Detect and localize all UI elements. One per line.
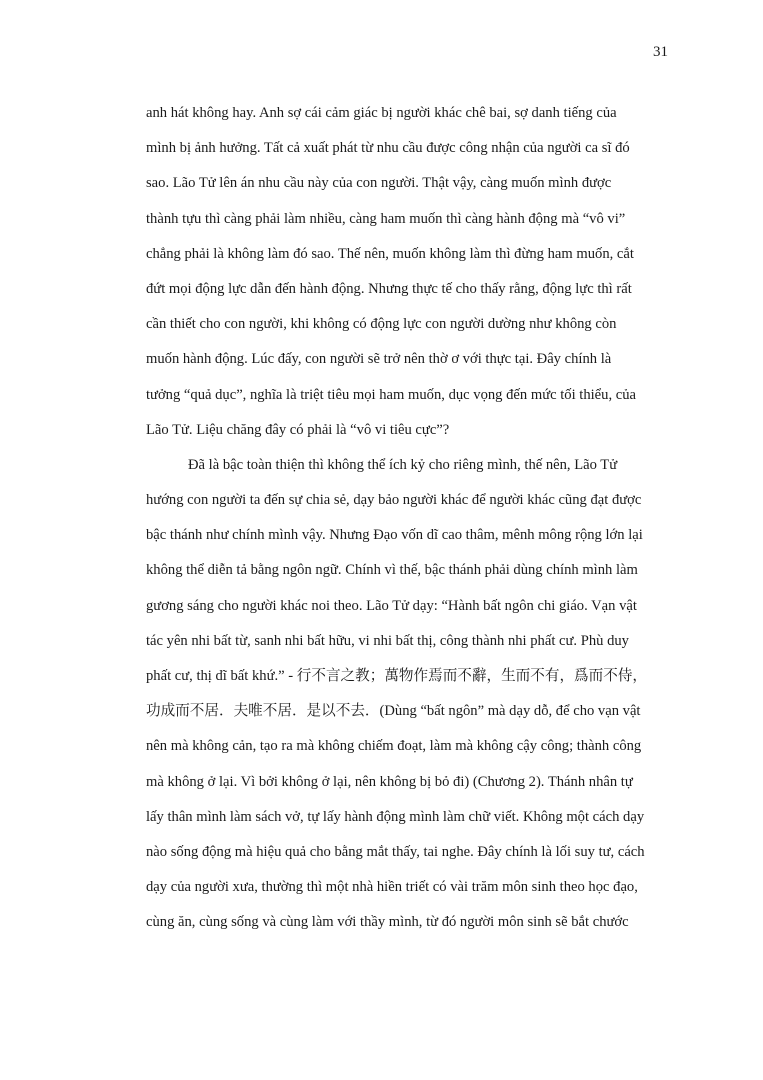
text-line: phất cư, thị dĩ bất khứ.” - 行不言之教；萬物作焉而不辭，生而不有，爲而不侍， [146,668,648,684]
text-line: mình bị ảnh hưởng. Tất cả xuất phát từ nhu cầu được công nhận của người ca sĩ đó [146,140,630,157]
text-line: tưởng “quả dục”, nghĩa là triệt tiêu mọi ham muốn, dục vọng đến mức tối thiểu, của [146,386,637,403]
text-line: mà không ở lại. Vì bởi không ở lại, nên không bị bỏ đi) (Chương 2). Thánh nhân tự [146,773,633,790]
text-line: dạy của người xưa, thường thì một nhà hiền triết có vài trăm môn sinh theo học đạo, [146,879,638,896]
text-line: Đã là bậc toàn thiện thì không thể ích kỷ cho riêng mình, thế nên, Lão Tử [188,456,618,473]
text-line: tác yên nhi bất từ, sanh nhi bất hữu, vi nhi bất thị, công thành nhi phất cư. Phù duy [146,632,629,649]
body-text [146,96,676,941]
paragraph-2 [146,448,676,941]
text-line: hướng con người ta đến sự chia sẻ, dạy bảo người khác để người khác cũng đạt được [146,492,642,509]
text-line: Lão Tử. Liệu chăng đây có phải là “vô vi tiêu cực”? [146,421,450,438]
text-line: nên mà không cản, tạo ra mà không chiếm đoạt, làm mà không cậy công; thành công [146,738,642,755]
text-line: muốn hành động. Lúc đấy, con người sẽ trở nên thờ ơ với thực tại. Đây chính là [146,351,612,368]
paragraph-1 [146,96,676,448]
text-line: không thể diễn tả bằng ngôn ngữ. Chính vì thế, bậc thánh phải dùng chính mình làm [146,562,638,579]
text-line: anh hát không hay. Anh sợ cái cảm giác bị người khác chê bai, sợ danh tiếng của [146,105,617,121]
text-line: cùng ăn, cùng sống và cùng làm với thầy mình, từ đó người môn sinh sẽ bắt chước [146,914,629,931]
text-line: bậc thánh như chính mình vậy. Nhưng Đạo vốn dĩ cao thâm, mênh mông rộng lớn lại [146,527,643,544]
text-line: lấy thân mình làm sách vở, tự lấy hành động mình làm chữ viết. Không một cách dạy [146,808,645,825]
text-line: chẳng phải là không làm đó sao. Thế nên, muốn không làm thì đừng ham muốn, cắt [146,245,634,262]
text-line: thành tựu thì càng phải làm nhiều, càng ham muốn thì càng hành động mà “vô vi” [146,210,626,227]
text-line: nào sống động mà hiệu quả cho bằng mắt thấy, tai nghe. Đây chính là lối suy tư, cách [146,843,645,860]
page-number: 31 [653,44,668,60]
text-line: gương sáng cho người khác noi theo. Lão Tử dạy: “Hành bất ngôn chi giáo. Vạn vật [146,597,637,614]
text-line: sao. Lão Tử lên án nhu cầu này của con người. Thật vậy, càng muốn mình được [146,175,612,192]
text-line: 功成而不居．夫唯不居．是以不去．(Dùng “bất ngôn” mà dạy dỗ, để cho vạn vật [146,703,641,720]
text-line: đứt mọi động lực dẫn đến hành động. Nhưng thực tế cho thấy rằng, động lực thì rất [146,280,632,297]
text-line: cần thiết cho con người, khi không có động lực con người dường như không còn [146,316,617,333]
